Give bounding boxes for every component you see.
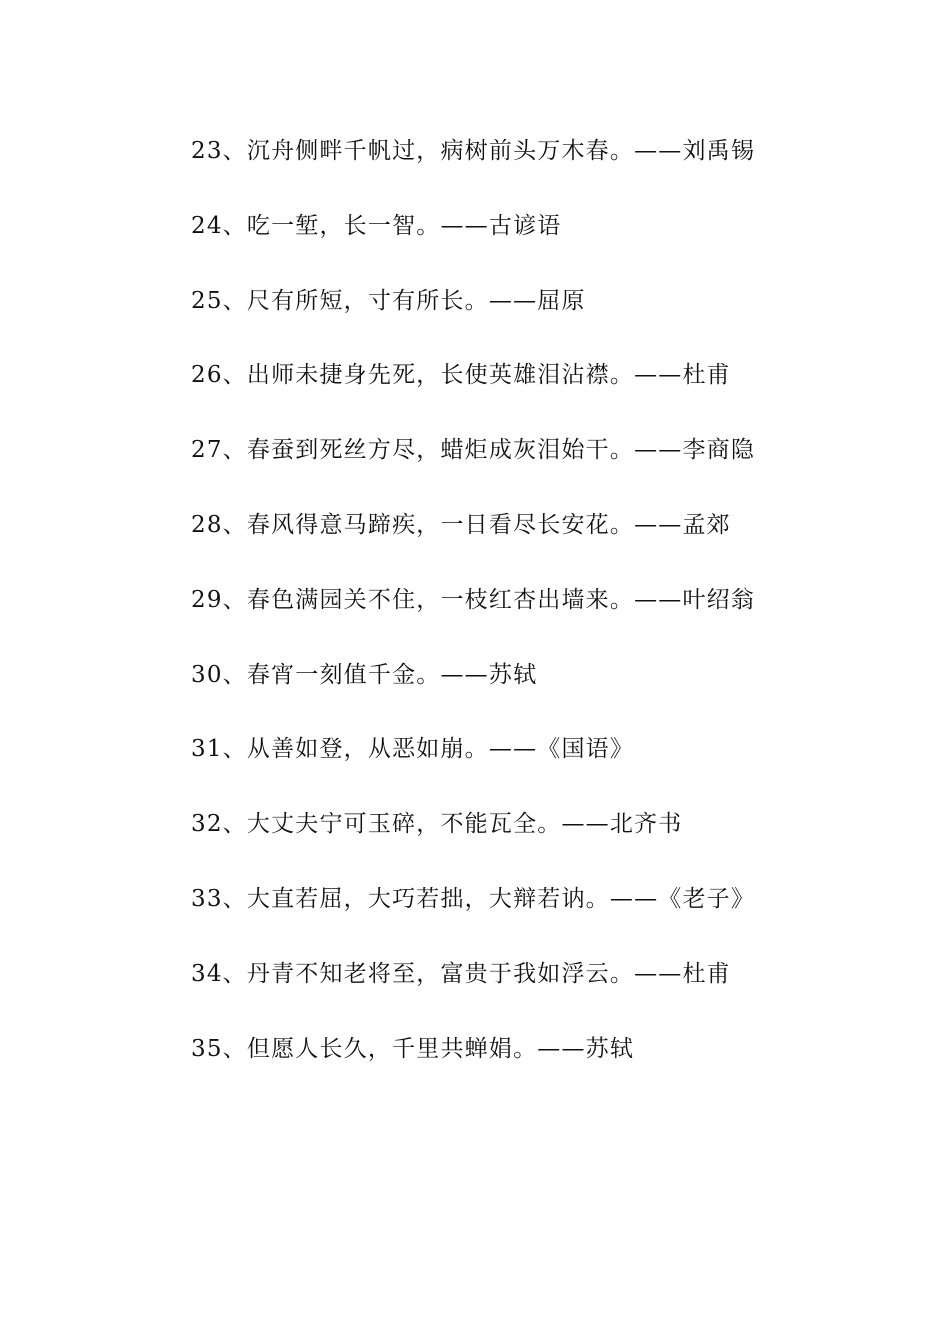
quote-item-28: 28、春风得意马蹄疾，一日看尽长安花。——孟郊 [191,511,731,538]
quote-item-31: 31、从善如登，从恶如崩。——《国语》 [191,736,635,763]
quote-item-30: 30、春宵一刻值千金。——苏轼 [191,661,538,688]
quote-item-33: 33、大直若屈，大巧若拙，大辩若讷。——《老子》 [191,885,756,912]
quote-item-24: 24、吃一堑，长一智。——古谚语 [191,212,562,239]
quote-item-32: 32、大丈夫宁可玉碎，不能瓦全。——北齐书 [191,811,683,838]
quote-list [191,132,755,1104]
quote-item-27: 27、春蚕到死丝方尽，蜡炬成灰泪始干。——李商隐 [191,437,756,464]
quote-item-23: 23、沉舟侧畔千帆过，病树前头万木春。——刘禹锡 [191,138,756,164]
quote-item-34: 34、丹青不知老将至，富贵于我如浮云。——杜甫 [191,960,731,987]
quote-item-35: 35、但愿人长久，千里共蝉娟。——苏轼 [191,1035,635,1062]
quote-item-29: 29、春色满园关不住，一枝红杏出墙来。——叶绍翁 [191,586,756,613]
quote-item-25: 25、尺有所短，寸有所长。——屈原 [191,287,586,314]
quote-item-26: 26、出师未捷身先死，长使英雄泪沾襟。——杜甫 [191,362,731,389]
